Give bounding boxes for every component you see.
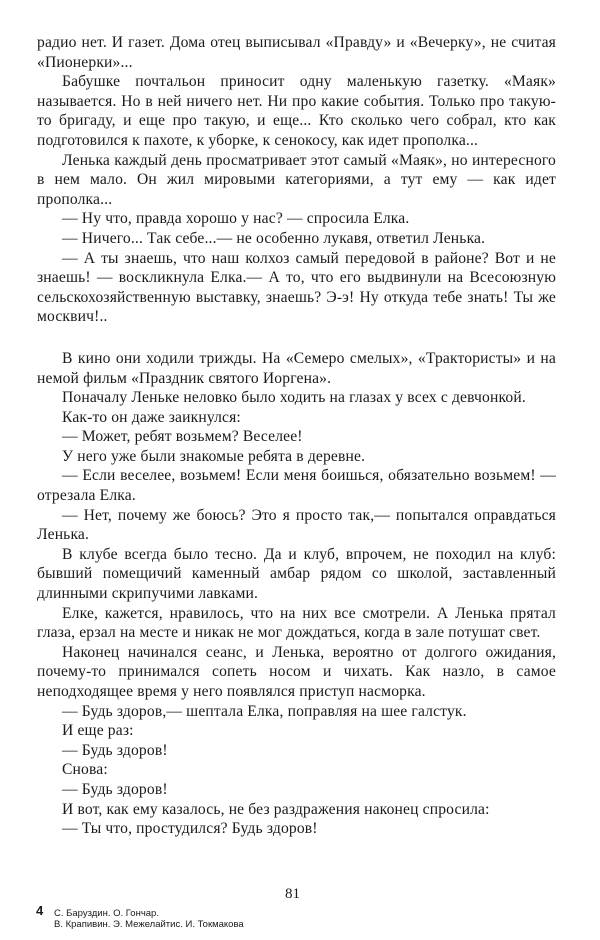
- dialogue-line: — Будь здоров!: [62, 780, 168, 798]
- paragraph: И еще раз:: [62, 722, 134, 740]
- dialogue-line: — Если веселее, возьмем! Если меня боишься, обязательно возьмем! — отрезала Елка.: [37, 467, 556, 505]
- paragraph: И вот, как ему казалось, не без раздражения наконец спросила:: [62, 800, 490, 818]
- section-break: [37, 327, 556, 349]
- dialogue-line: — А ты знаешь, что наш колхоз самый передовой в районе? Вот и не знаешь! — воскликнула Елка.— А то, что его выдвинули на Всесоюзную сельскохозяйственную выставку, знаешь? Э-э! Ну откуда тебе знать! Ты же москвич!..: [37, 249, 556, 326]
- dialogue-line: — Ты что, простудился? Будь здоров!: [62, 820, 318, 838]
- paragraph: У него уже были знакомые ребята в деревне.: [62, 447, 366, 465]
- paragraph: Поначалу Леньке неловко было ходить на глазах у всех с девчонкой.: [62, 389, 526, 407]
- page-number: 81: [285, 886, 300, 902]
- printer-signature-footer: [36, 905, 244, 930]
- paragraph: радио нет. И газет. Дома отец выписывал «Правду» и «Вечерку», не считая «Пионерки»...: [37, 34, 556, 71]
- paragraph: Наконец начинался сеанс, и Ленька, вероятно от долгого ожидания, почему-то принимался сопеть носом и чихать. Как назло, в самое неподходящее время у него появлялся приступ насморка.: [37, 643, 556, 700]
- dialogue-line: — Нет, почему же боюсь? Это я просто так,— попытался оправдаться Ленька.: [37, 506, 556, 544]
- dialogue-line: — Ничего... Так себе...— не особенно лукавя, ответил Ленька.: [62, 229, 486, 247]
- paragraph: В клубе всегда было тесно. Да и клуб, впрочем, не походил на клуб: бывший помещичий каменный амбар рядом со школой, заставленный длинными скрипучими лавками.: [37, 545, 556, 603]
- paragraph: Ленька каждый день просматривает этот самый «Маяк», но интересного в нем мало. Он жил мировыми категориями, а тут ему — как идет прополка...: [37, 151, 556, 208]
- footer-authors-line-1: С. Баруздин. О. Гончар.: [54, 908, 159, 919]
- paragraph: Снова:: [62, 761, 108, 779]
- paragraph: Как-то он даже заикнулся:: [62, 408, 241, 426]
- paragraph: Елке, кажется, нравилось, что на них все смотрели. А Ленька прятал глаза, ерзал на месте и никак не мог дождаться, когда в зале потушат свет.: [37, 604, 556, 642]
- dialogue-line: — Ну что, правда хорошо у нас? — спросила Елка.: [62, 210, 410, 228]
- paragraph: В кино они ходили трижды. На «Семеро смелых», «Трактористы» и на немой фильм «Праздник святого Иоргена».: [37, 349, 556, 387]
- signature-number: 4: [36, 903, 44, 918]
- dialogue-line: — Будь здоров!: [62, 741, 168, 759]
- page-body: [37, 33, 556, 839]
- footer-authors-line-2: В. Крапивин. Э. Межелайтис. И. Токмакова: [54, 919, 244, 930]
- paragraph: Бабушке почтальон приносит одну маленькую газетку. «Маяк» называется. Но в ней ничего нет. Ни про какие события. Только про такую-то бригаду, и еще про такую, и еще... Кто сколько чего собрал, кто как подготовился к пахоте, к уборке, к сенокосу, как идет прополка...: [37, 73, 556, 149]
- dialogue-line: — Будь здоров,— шептала Елка, поправляя на шее галстук.: [62, 702, 467, 720]
- dialogue-line: — Может, ребят возьмем? Веселее!: [62, 428, 303, 446]
